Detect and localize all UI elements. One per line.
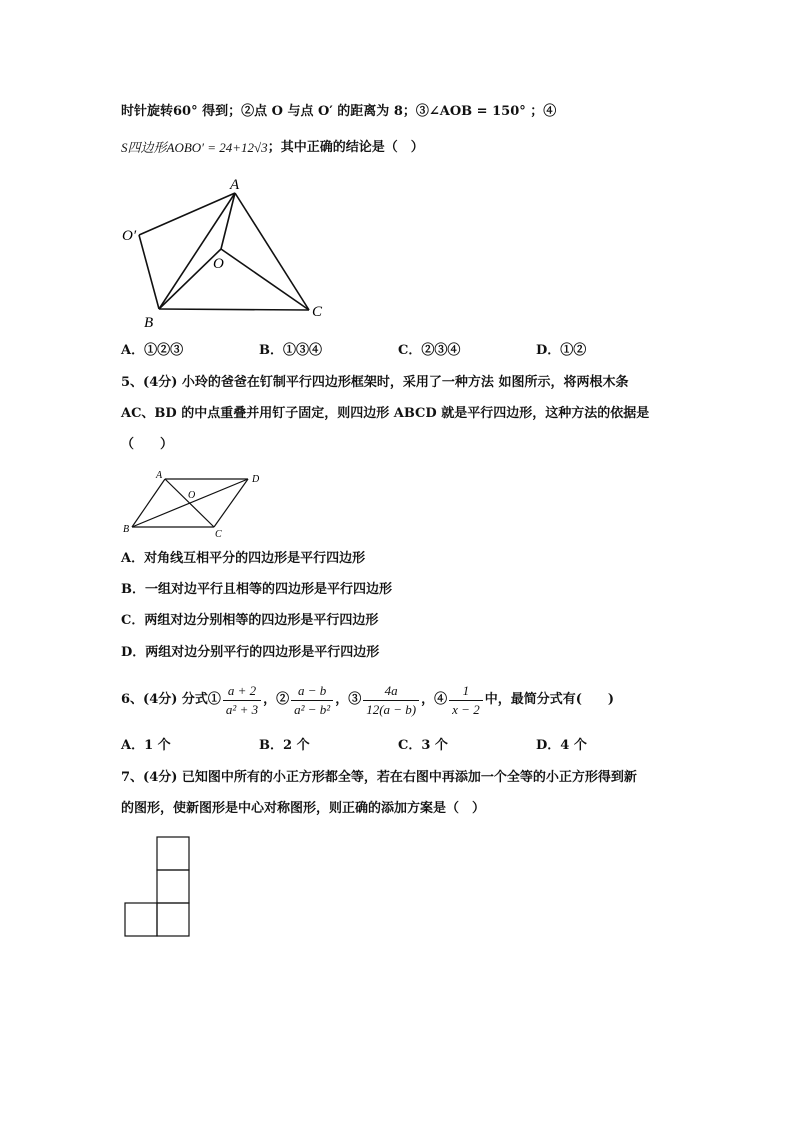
q6-option-a: A．1 个 xyxy=(121,738,171,753)
q5-option-b: B．一组对边平行且相等的四边形是平行四边形 xyxy=(121,582,393,597)
q4-area-formula: S四边形AOBO′ = 24+12√3 xyxy=(121,140,268,155)
q6-fraction-2-numerator: a − b xyxy=(291,683,333,701)
q5-label-d: D xyxy=(252,474,260,485)
q6-prefix: 6、(4分) 分式① xyxy=(121,692,221,707)
q6-fraction-3-denominator: 12(a − b) xyxy=(366,701,417,717)
q5-option-c: C．两组对边分别相等的四边形是平行四边形 xyxy=(121,613,379,628)
q6-fraction-2 xyxy=(291,683,333,718)
q5-figure xyxy=(118,466,278,538)
q5-label-c: C xyxy=(215,529,222,538)
q6-sep-3: ，③ xyxy=(335,692,362,707)
q6-fraction-1-numerator: a + 2 xyxy=(223,683,261,701)
q5-line2: AC、BD 的中点重叠并用钉子固定，则四边形 ABCD 就是平行四边形，这种方法的依据是 xyxy=(121,406,650,421)
q4-line2 xyxy=(121,139,424,157)
q6-fraction-4-numerator: 1 xyxy=(449,683,483,701)
q6-suffix: 中，最简分式有( ) xyxy=(484,692,615,707)
q4-line1: 时针旋转60° 得到；②点 O 与点 O′ 的距离为 8；③∠AOB = 150° ；④ xyxy=(121,104,557,119)
q7-square-bottom-left xyxy=(125,903,157,936)
q7-square-middle xyxy=(157,870,189,903)
q7-square-figure xyxy=(120,835,195,939)
q4-option-b: B．①③④ xyxy=(259,343,323,358)
q4-seg-b-c xyxy=(159,309,309,310)
q6-fraction-4 xyxy=(449,683,483,718)
q6-fraction-3 xyxy=(363,683,419,718)
q4-figure xyxy=(118,172,338,332)
q4-line2-tail: ；其中正确的结论是（ ） xyxy=(267,140,424,155)
q5-line3: （ ） xyxy=(121,437,174,452)
q6-stem xyxy=(121,680,614,720)
q4-option-d: D．①② xyxy=(536,343,587,358)
q7-square-top xyxy=(157,837,189,870)
q4-seg-a-c xyxy=(235,193,309,310)
q6-fraction-2-denominator: a² − b² xyxy=(294,701,331,717)
q6-fraction-3-numerator: 4a xyxy=(363,683,419,701)
q7-square-bottom-right xyxy=(157,903,189,936)
q6-option-c: C．3 个 xyxy=(398,738,448,753)
q4-seg-op-b xyxy=(139,235,159,309)
q7-line1: 7、(4分) 已知图中所有的小正方形都全等，若在右图中再添加一个全等的小正方形得到新 xyxy=(121,770,637,785)
q5-label-a: A xyxy=(156,470,163,481)
q4-option-a: A．①②③ xyxy=(121,343,184,358)
q6-sep-2: ，② xyxy=(263,692,290,707)
q4-label-c: C xyxy=(312,304,323,320)
q4-seg-a-o xyxy=(221,193,235,249)
q6-fraction-4-denominator: x − 2 xyxy=(452,701,480,717)
q4-seg-o-c xyxy=(221,249,309,310)
q6-sep-4: ，④ xyxy=(421,692,448,707)
q7-line2: 的图形，使新图形是中心对称图形，则正确的添加方案是（ ） xyxy=(121,801,486,816)
q6-option-d: D．4 个 xyxy=(536,738,587,753)
q6-fraction-1-denominator: a² + 3 xyxy=(225,701,259,717)
q5-option-a: A．对角线互相平分的四边形是平行四边形 xyxy=(121,551,366,566)
q5-line1: 5、(4分) 小玲的爸爸在钉制平行四边形框架时，采用了一种方法 如图所示，将两根木条 xyxy=(121,375,629,390)
q6-option-b: B．2 个 xyxy=(259,738,310,753)
q5-label-o: O xyxy=(188,490,196,501)
q4-option-c: C．②③④ xyxy=(398,343,461,358)
q4-seg-o-b xyxy=(159,249,221,309)
q5-label-b: B xyxy=(123,524,130,535)
q5-option-d: D．两组对边分别平行的四边形是平行四边形 xyxy=(121,645,380,660)
q4-label-b: B xyxy=(144,315,154,331)
q6-fraction-1 xyxy=(223,683,261,718)
q4-label-a: A xyxy=(230,177,240,193)
q4-label-o-prime: O′ xyxy=(122,228,137,244)
q4-label-o: O xyxy=(213,256,224,272)
